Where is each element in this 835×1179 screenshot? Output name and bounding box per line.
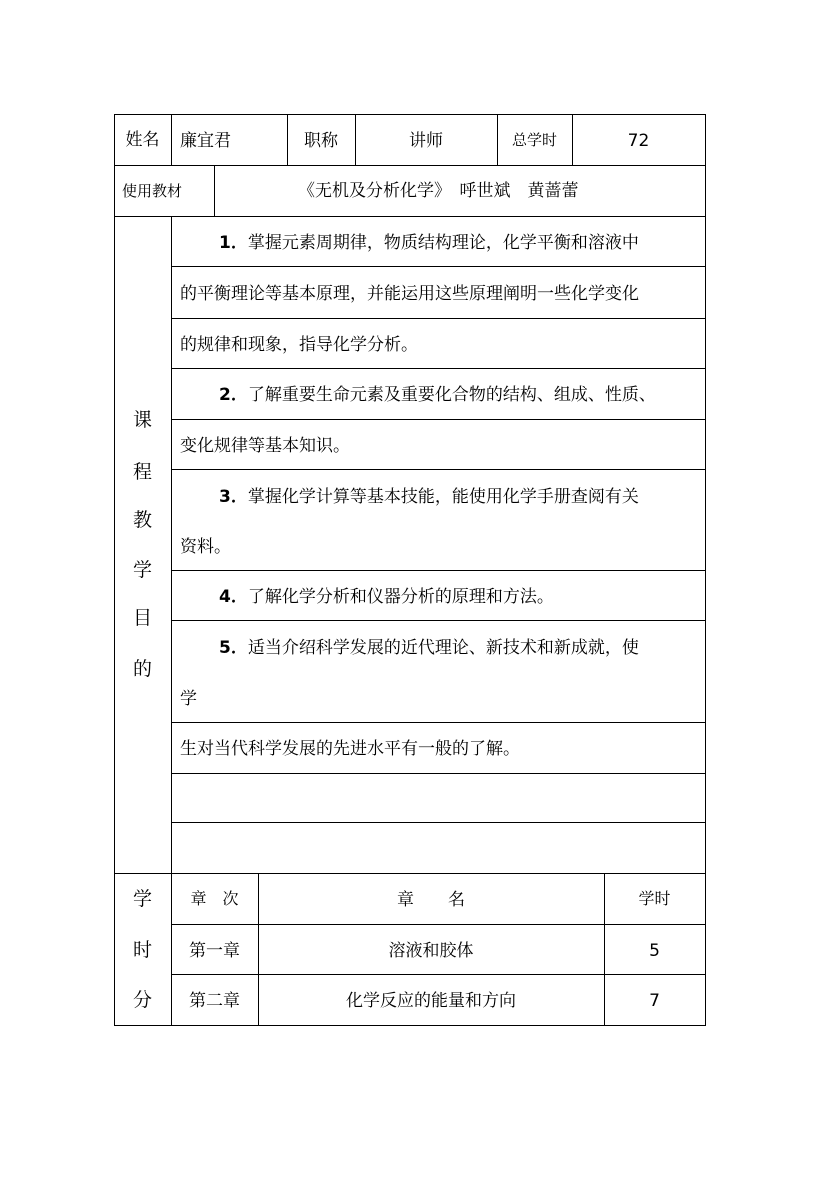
- objective-line: [180, 537, 231, 557]
- total-hours-value: 72: [627, 131, 650, 151]
- schedule-label-char: 学: [132, 888, 152, 910]
- objective-text: 掌握化学计算等基本技能，能使用化学手册查阅有关: [247, 487, 639, 507]
- objective-number: 3．: [219, 487, 248, 507]
- objectives-label-char: 课: [132, 409, 152, 431]
- schedule-label-char: 分: [132, 989, 152, 1011]
- objectives-label-char: 学: [132, 559, 152, 581]
- title-value: 讲师: [409, 131, 443, 151]
- column-header-hours: 学时: [638, 889, 671, 908]
- objective-text: 了解重要生命元素及重要化合物的结构、组成、性质、: [247, 385, 656, 405]
- objective-text: 掌握元素周期律，物质结构理论，化学平衡和溶液中: [247, 233, 639, 253]
- objective-number: 5．: [219, 638, 248, 658]
- chapter-hours: 7: [649, 991, 660, 1011]
- objective-line: [219, 385, 656, 405]
- chapter-number: 第一章: [189, 941, 240, 961]
- objectives-label-char: 的: [132, 658, 152, 680]
- objective-text: 变化规律等基本知识。: [180, 436, 350, 456]
- objective-line: [180, 436, 350, 456]
- objective-number: 2．: [219, 385, 248, 405]
- schedule-label-char: 时: [132, 939, 152, 961]
- name-label: 姓名: [125, 130, 160, 150]
- objective-number: 1．: [219, 233, 248, 253]
- objective-text: 生对当代科学发展的先进水平有一般的了解。: [180, 739, 520, 759]
- objective-line: [219, 487, 639, 507]
- column-header-chapter: 章 次: [190, 889, 239, 908]
- title-label: 职称: [304, 131, 338, 151]
- objective-text: 资料。: [180, 537, 231, 557]
- column-header-name: 章 名: [397, 890, 465, 910]
- objective-text: 学: [180, 689, 197, 709]
- chapter-hours: 5: [649, 941, 660, 961]
- chapter-name: 化学反应的能量和方向: [346, 991, 516, 1011]
- objective-line: [180, 739, 520, 759]
- objective-line: [180, 335, 418, 355]
- objectives-label-char: 教: [132, 509, 152, 531]
- name-value: 廉宜君: [180, 131, 231, 151]
- objective-text: 适当介绍科学发展的近代理论、新技术和新成就，使: [247, 638, 639, 658]
- textbook-label: 使用教材: [122, 182, 183, 200]
- objective-line: [180, 284, 639, 304]
- objective-text: 的平衡理论等基本原理，并能运用这些原理阐明一些化学变化: [180, 284, 639, 304]
- chapter-name: 溶液和胶体: [388, 941, 474, 961]
- textbook-value: 《无机及分析化学》 呼世斌 黄蔷蕾: [298, 181, 579, 201]
- chapter-number: 第二章: [189, 991, 240, 1011]
- objective-text: 了解化学分析和仪器分析的原理和方法。: [247, 587, 554, 607]
- objective-line: [219, 233, 639, 253]
- objective-line: [180, 689, 197, 709]
- objective-text: 的规律和现象，指导化学分析。: [180, 335, 418, 355]
- objective-line: [219, 638, 639, 658]
- objectives-label-char: 程: [132, 461, 152, 483]
- objective-number: 4．: [219, 587, 248, 607]
- total-hours-label: 总学时: [511, 131, 557, 149]
- objectives-label-char: 目: [132, 607, 152, 629]
- objective-line: [219, 587, 554, 607]
